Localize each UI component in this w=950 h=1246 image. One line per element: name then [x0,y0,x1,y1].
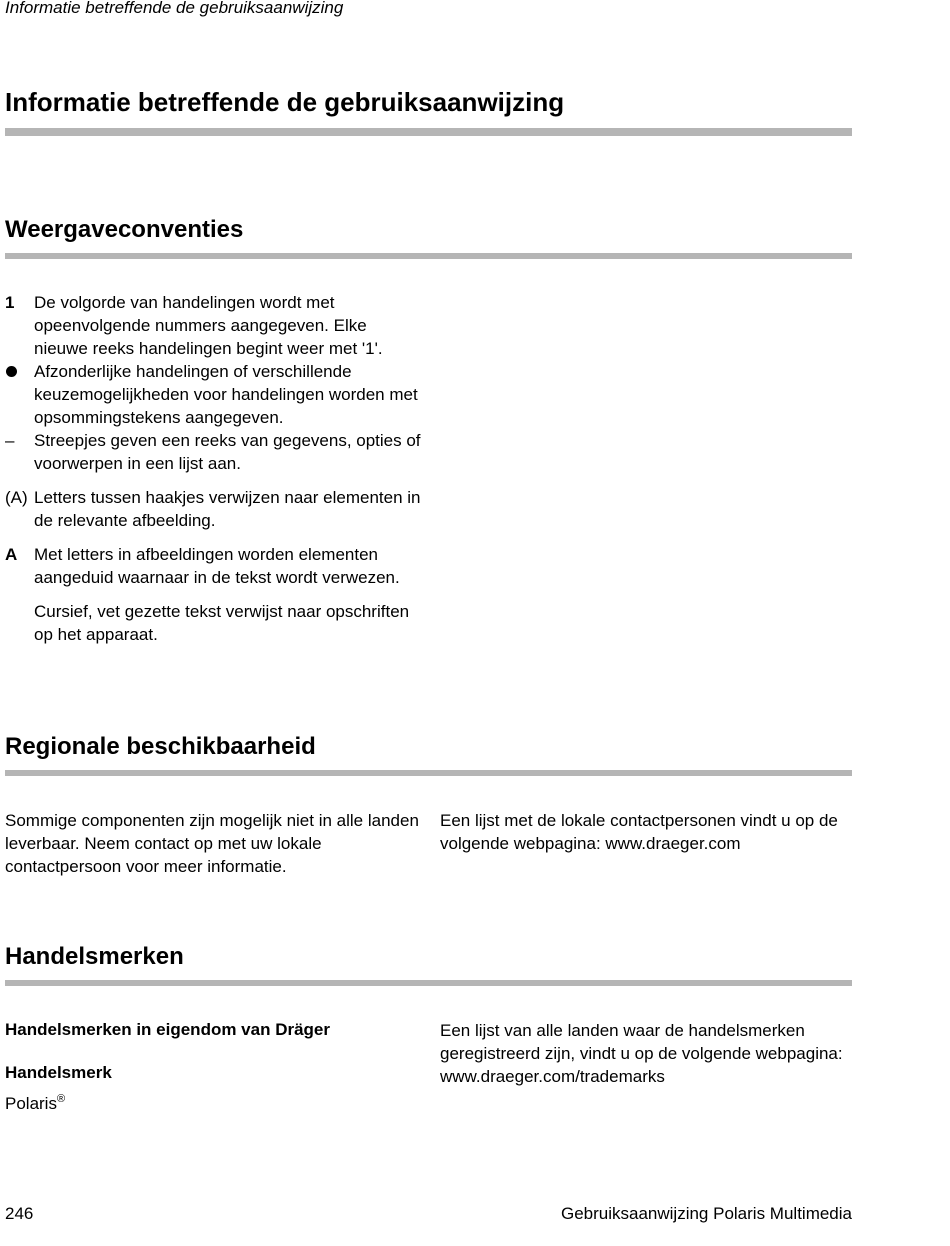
trademark-column-label: Handelsmerk [5,1063,112,1082]
running-header: Informatie betreffende de gebruiksaanwijzing [5,0,344,17]
bullet-icon [5,360,34,383]
page-number: 246 [5,1204,34,1223]
list-item-text: Met letters in afbeeldingen worden elementen aangeduid waarnaar in de tekst wordt verwezen. [34,545,400,587]
trademarks-url: www.draeger.com/trademarks [440,1067,665,1086]
step-number-marker: 1 [5,293,15,312]
conventions-rule [5,253,852,259]
list-item-text: De volgorde van handelingen wordt met opeenvolgende nummers aangegeven. Elke nieuwe reeks handelingen begint weer met '1'. [34,293,383,358]
list-item-text: Cursief, vet gezette tekst verwijst naar opschriften op het apparaat. [34,602,410,644]
list-item [5,291,425,360]
trademarks-right-text [440,1019,852,1088]
title-rule [5,128,852,136]
trademarks-rule [5,980,852,986]
registered-symbol: ® [56,1093,66,1105]
list-item [5,429,425,475]
trademark-name: Polaris [5,1094,57,1113]
conventions-list [5,291,425,646]
regional-rule [5,770,852,776]
list-item [5,360,425,429]
regional-heading: Regionale beschikbaarheid [5,733,316,760]
letter-marker: A [5,545,18,564]
trademark-entry [5,1093,65,1115]
page-title: Informatie betreffende de gebruiksaanwijzing [5,87,565,117]
list-item [5,486,425,532]
list-item [5,543,425,589]
trademarks-info-text: Een lijst van alle landen waar de handelsmerken geregistreerd zijn, vindt u op de volgende webpagina: [440,1021,843,1063]
list-item [5,600,425,646]
dash-marker: – [5,431,15,450]
list-item-text: Streepjes geven een reeks van gegevens, opties of voorwerpen in een lijst aan. [34,431,421,473]
trademarks-heading: Handelsmerken [5,943,184,970]
paren-letter-marker: (A) [5,488,28,507]
footer-doc-title: Gebruiksaanwijzing Polaris Multimedia [560,1204,852,1223]
regional-right-text: Een lijst met de lokale contactpersonen vindt u op de volgende webpagina: www.draeger.com [440,811,838,853]
owned-trademarks-heading: Handelsmerken in eigendom van Dräger [5,1020,330,1039]
list-item-text: Letters tussen haakjes verwijzen naar elementen in de relevante afbeelding. [34,488,421,530]
list-item-text: Afzonderlijke handelingen of verschillende keuzemogelijkheden voor handelingen worden met opsommingstekens aangegeven. [34,362,418,427]
conventions-heading: Weergaveconventies [5,216,244,243]
regional-left-text: Sommige componenten zijn mogelijk niet in alle landen leverbaar. Neem contact op met uw lokale contactpersoon voor meer informatie. [5,811,419,876]
